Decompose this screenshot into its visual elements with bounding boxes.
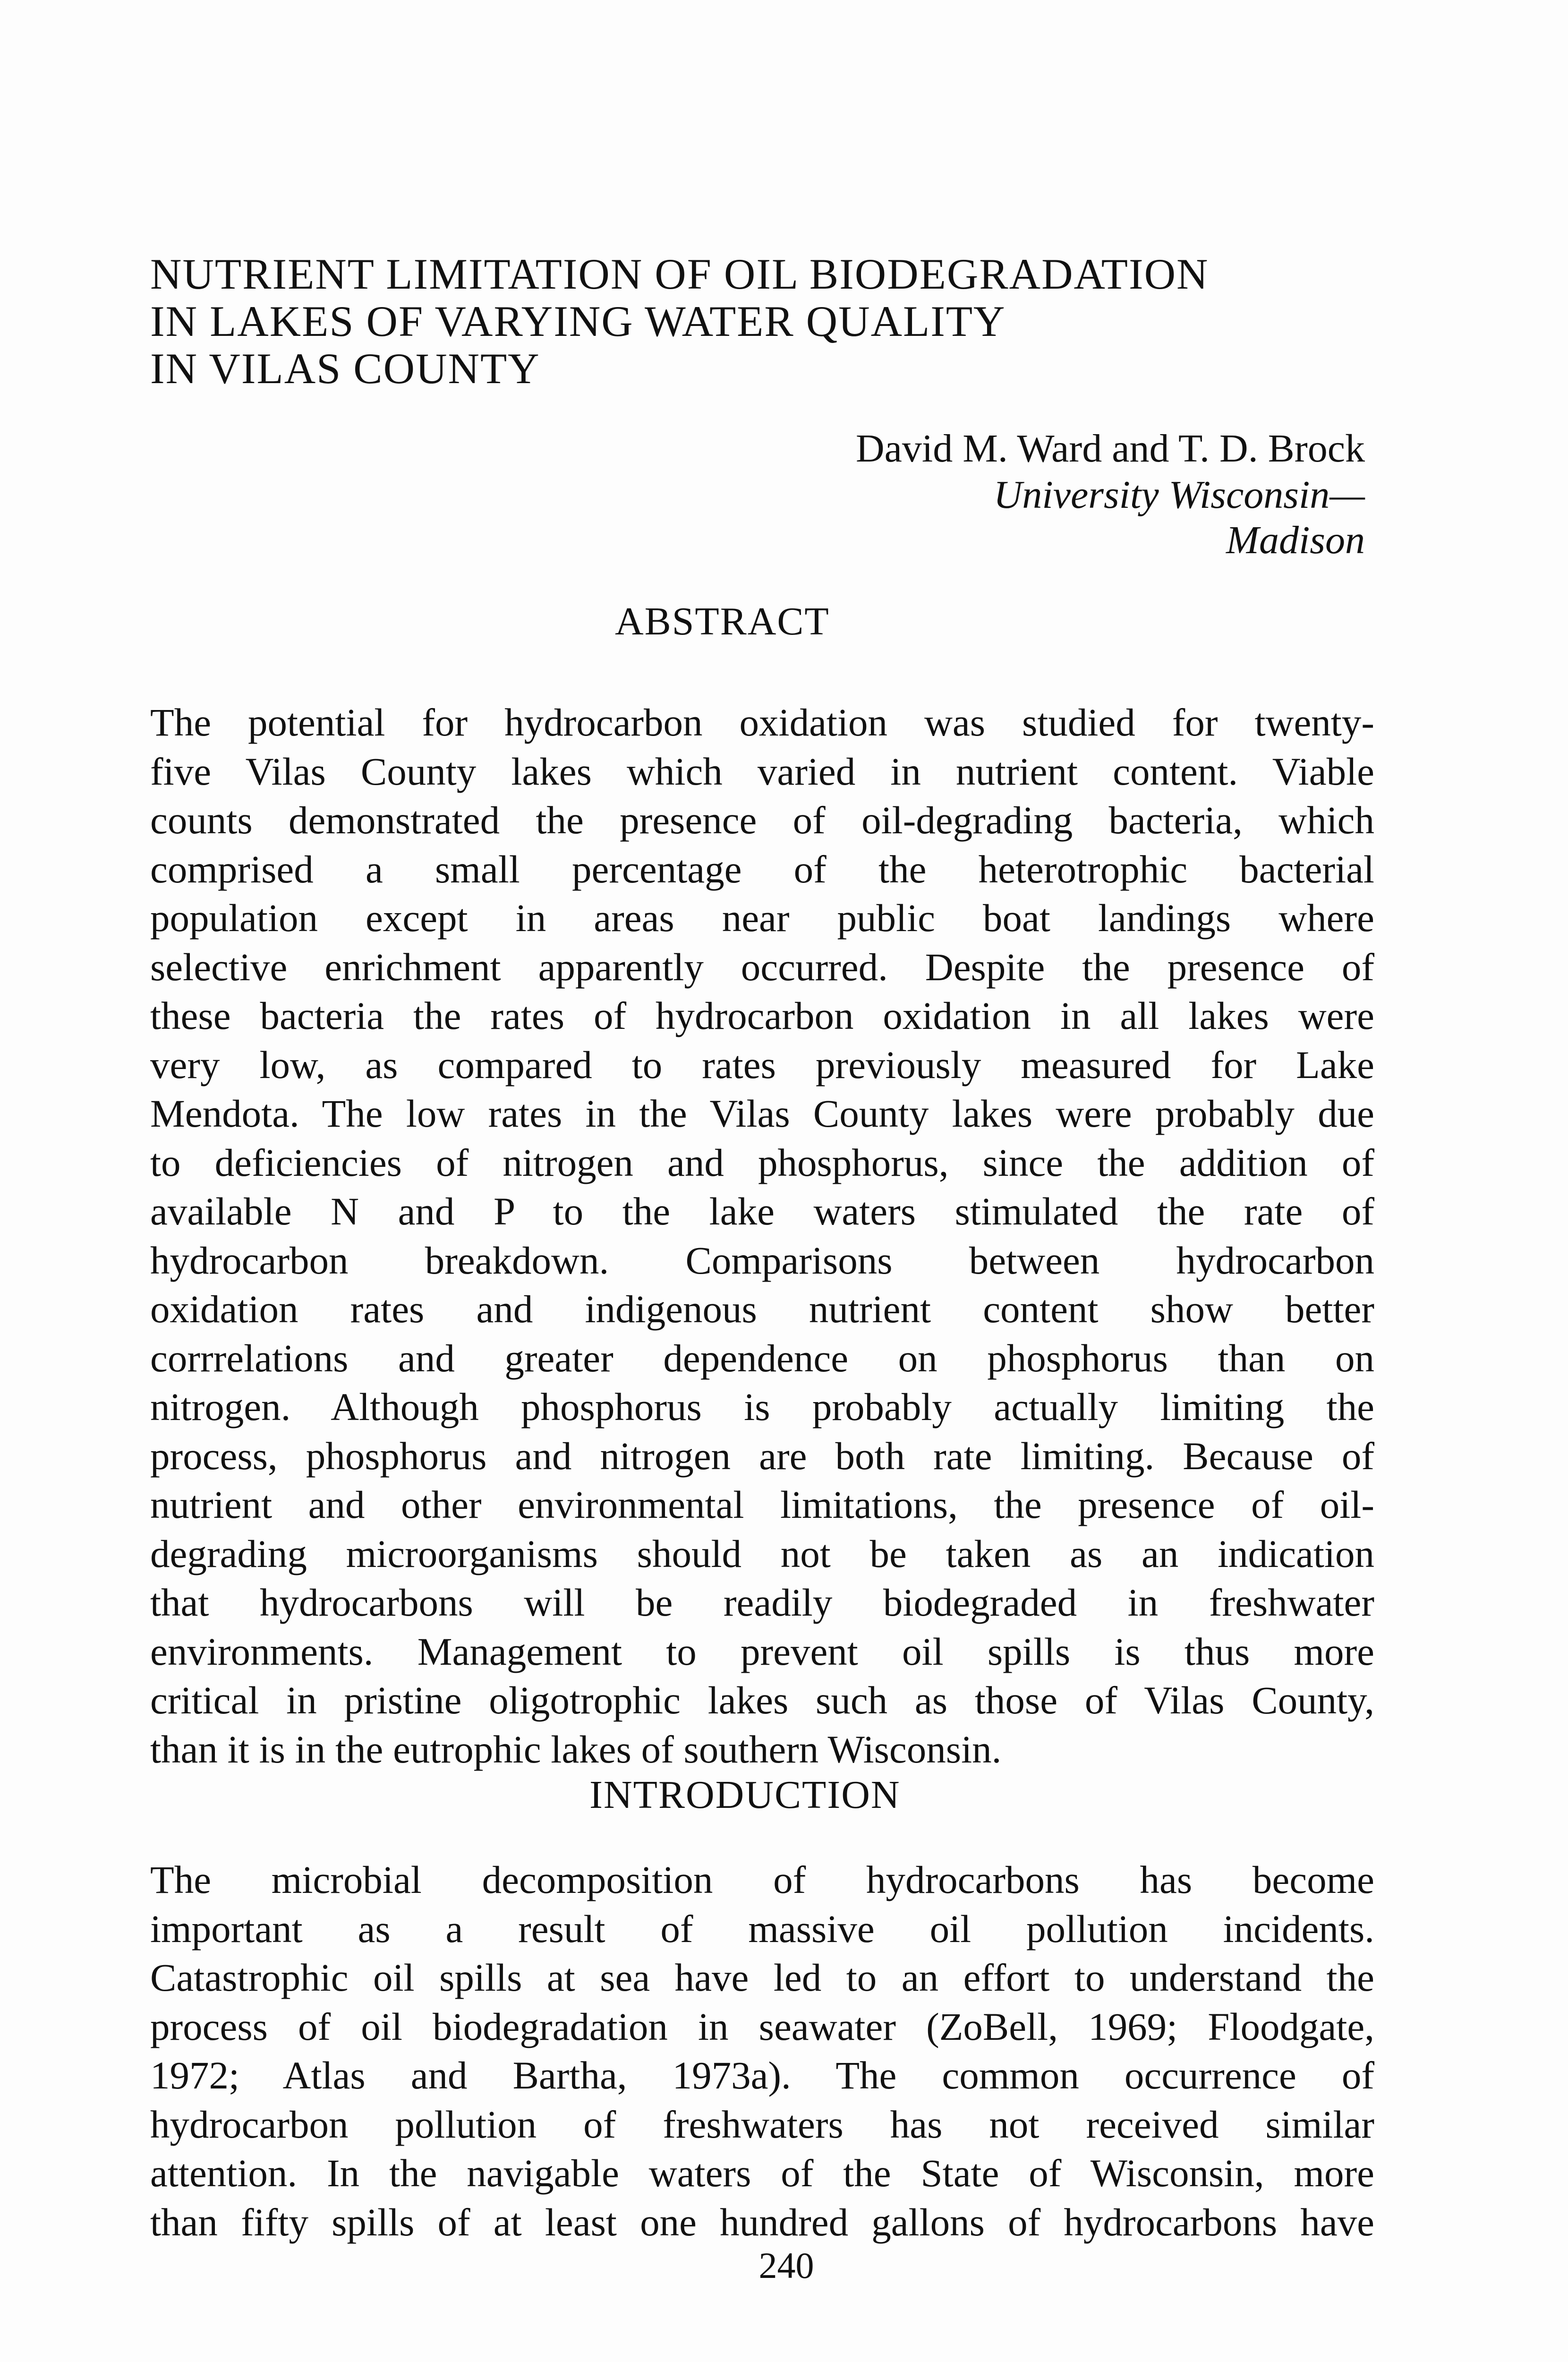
text-line: The potential for hydrocarbon oxidation was studied for twenty- bbox=[150, 701, 1374, 744]
text-line: oxidation rates and indigenous nutrient content show better bbox=[150, 1287, 1374, 1331]
text-line: 1972; Atlas and Bartha, 1973a). The common occurrence of bbox=[150, 2054, 1374, 2097]
text-line: nutrient and other environmental limitations, the presence of oil- bbox=[150, 1483, 1374, 1526]
text-line: available N and P to the lake waters stimulated the rate of bbox=[150, 1190, 1374, 1233]
abstract-heading: ABSTRACT bbox=[615, 599, 830, 643]
paper-title bbox=[150, 250, 1378, 392]
text-line: five Vilas County lakes which varied in nutrient content. Viable bbox=[150, 749, 1374, 793]
abstract-body bbox=[150, 698, 1374, 1774]
text-line: selective enrichment apparently occurred. Despite the presence of bbox=[150, 945, 1374, 989]
text-line: than it is in the eutrophic lakes of southern Wisconsin. bbox=[150, 1727, 1002, 1771]
author-block bbox=[751, 425, 1365, 563]
text-line: nitrogen. Although phosphorus is probably actually limiting the bbox=[150, 1385, 1374, 1429]
affiliation-line: University Wisconsin— bbox=[993, 473, 1365, 517]
text-line: these bacteria the rates of hydrocarbon oxidation in all lakes were bbox=[150, 994, 1374, 1037]
text-line: population except in areas near public boat landings where bbox=[150, 896, 1374, 940]
text-line: that hydrocarbons will be readily biodegraded in freshwater bbox=[150, 1581, 1374, 1624]
text-line: hydrocarbon pollution of freshwaters has not received similar bbox=[150, 2102, 1374, 2146]
text-line: comprised a small percentage of the heterotrophic bacterial bbox=[150, 847, 1374, 891]
text-line: process of oil biodegradation in seawater (ZoBell, 1969; Floodgate, bbox=[150, 2004, 1374, 2048]
text-line: The microbial decomposition of hydrocarbons has become bbox=[150, 1858, 1374, 1901]
introduction-body bbox=[150, 1856, 1374, 2247]
title-line: IN VILAS COUNTY bbox=[150, 344, 540, 393]
affiliation-line: Madison bbox=[1226, 518, 1365, 562]
text-line: important as a result of massive oil pollution incidents. bbox=[150, 1907, 1374, 1951]
text-line: Catastrophic oil spills at sea have led to an effort to understand the bbox=[150, 1956, 1374, 1999]
text-line: environments. Management to prevent oil spills is thus more bbox=[150, 1629, 1374, 1673]
page-number: 240 bbox=[758, 2245, 814, 2286]
text-line: process, phosphorus and nitrogen are both rate limiting. Because of bbox=[150, 1434, 1374, 1478]
introduction-heading: INTRODUCTION bbox=[589, 1773, 901, 1817]
title-line: IN LAKES OF VARYING WATER QUALITY bbox=[150, 297, 1006, 345]
text-line: Mendota. The low rates in the Vilas County lakes were probably due bbox=[150, 1092, 1374, 1135]
text-line: hydrocarbon breakdown. Comparisons between hydrocarbon bbox=[150, 1238, 1374, 1282]
text-line: critical in pristine oligotrophic lakes such as those of Vilas County, bbox=[150, 1678, 1374, 1722]
title-line: NUTRIENT LIMITATION OF OIL BIODEGRADATION bbox=[150, 250, 1209, 298]
text-line: very low, as compared to rates previously measured for Lake bbox=[150, 1043, 1374, 1087]
text-line: degrading microorganisms should not be taken as an indication bbox=[150, 1532, 1374, 1575]
author-names: David M. Ward and T. D. Brock bbox=[855, 427, 1365, 471]
text-line: counts demonstrated the presence of oil-degrading bacteria, which bbox=[150, 798, 1374, 842]
text-line: corrrelations and greater dependence on phosphorus than on bbox=[150, 1336, 1374, 1380]
text-line: than fifty spills of at least one hundred gallons of hydrocarbons have bbox=[150, 2200, 1374, 2244]
text-line: to deficiencies of nitrogen and phosphorus, since the addition of bbox=[150, 1140, 1374, 1184]
text-line: attention. In the navigable waters of the State of Wisconsin, more bbox=[150, 2151, 1374, 2195]
